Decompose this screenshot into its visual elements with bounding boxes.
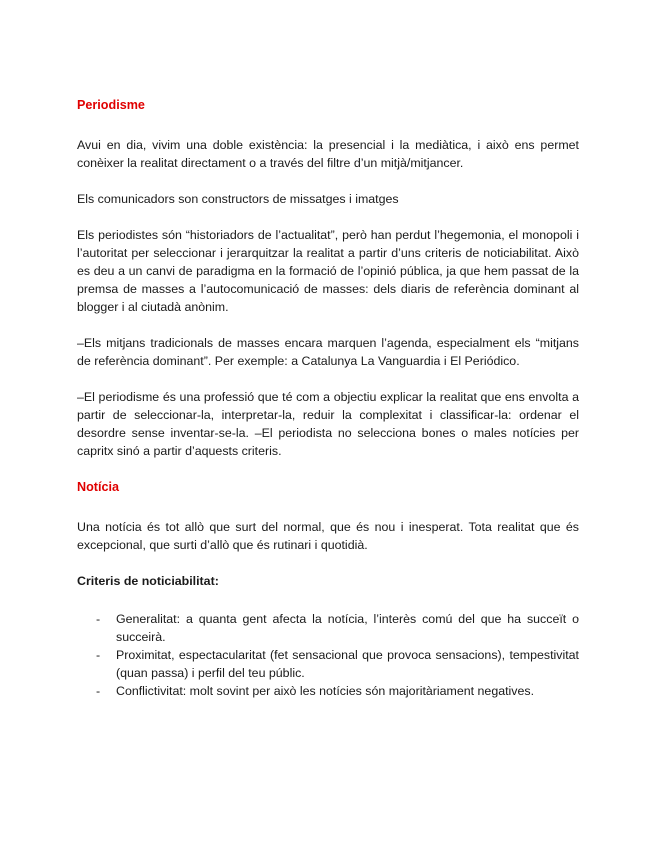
list-item: - Proximitat, espectacularitat (fet sensacional que provoca sensacions), tempestivitat (quan passa) i perfil del teu públic. — [77, 646, 579, 682]
criteria-title: Criteris de noticiabilitat: — [77, 574, 219, 588]
criteria-list — [77, 610, 579, 700]
section-title-periodisme: Periodisme — [77, 98, 145, 112]
paragraph: Els periodistes són “historiadors de l’actualitat”, però han perdut l’hegemonia, el monopoli i l’autoritat per seleccionar i jerarquitzar la realitat a partir d’uns criteris de noticiabilitat. Això es deu a un canvi de paradigma en la formació de l’opinió pública, ja que hem passat de la premsa de masses a l’autocomunicació de masses: dels diaris de referència dominant al blogger i al ciutadà anònim. — [77, 228, 579, 314]
document-page — [77, 96, 579, 700]
list-item: - Conflictivitat: molt sovint per això les notícies són majoritàriament negatives. — [77, 682, 579, 700]
paragraph: Avui en dia, vivim una doble existència: la presencial i la mediàtica, i això ens permet conèixer la realitat directament o a través del filtre d’un mitjà/mitjancer. — [77, 138, 579, 170]
section-title-noticia: Notícia — [77, 480, 119, 494]
list-item: - Generalitat: a quanta gent afecta la notícia, l’interès comú del que ha succeït o succeirà. — [77, 610, 579, 646]
paragraph: –El periodisme és una professió que té com a objectiu explicar la realitat que ens envolta a partir de seleccionar-la, interpretar-la, reduir la complexitat i classificar-la: ordenar el desordre sense inventar-se-la. –El periodista no selecciona bones o males notícies per capritx sinó a partir d’aquests criteris. — [77, 390, 579, 458]
paragraph: –Els mitjans tradicionals de masses encara marquen l’agenda, especialment els “mitjans de referència dominant”. Per exemple: a Catalunya La Vanguardia i El Periódico. — [77, 336, 579, 368]
paragraph: Els comunicadors son constructors de missatges i imatges — [77, 192, 399, 206]
paragraph: Una notícia és tot allò que surt del normal, que és nou i inesperat. Tota realitat que és excepcional, que surti d’allò que és rutinari i quotidià. — [77, 520, 579, 552]
